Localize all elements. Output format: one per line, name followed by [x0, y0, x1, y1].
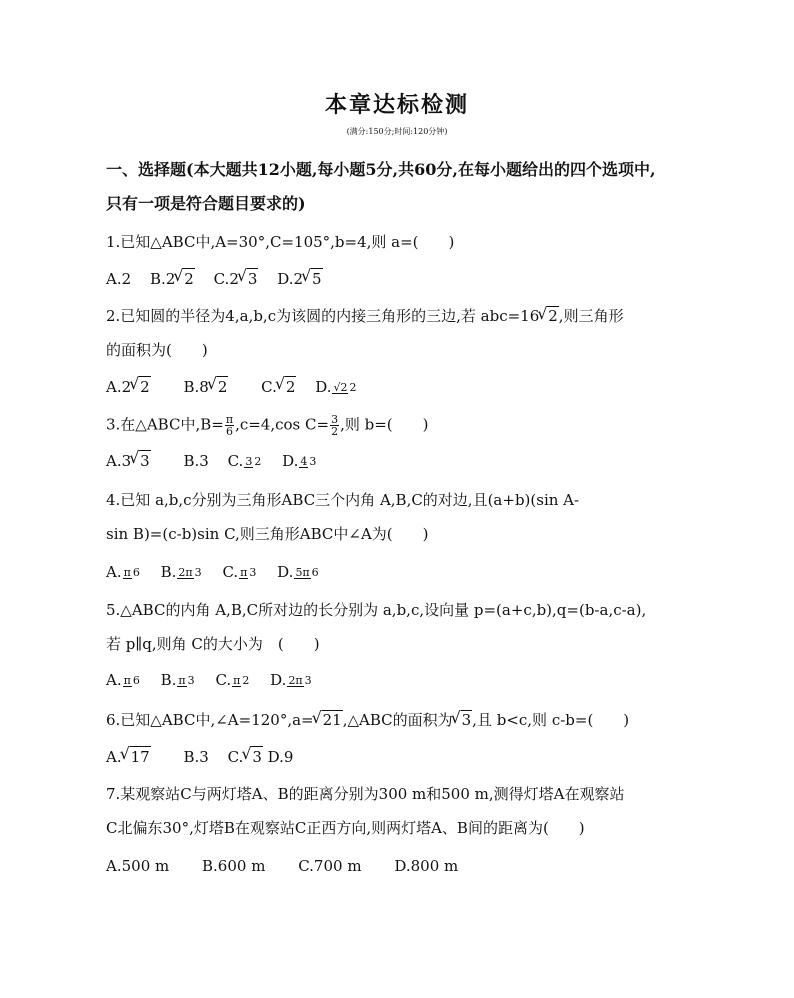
section-heading-line2: 只有一项是符合题目要求的)	[106, 194, 306, 213]
q1-choices	[106, 268, 706, 289]
q2-stem-line1: 2.已知圆的半径为4,a,b,c为该圆的内接三角形的三边,若 abc=16√ 2,则三角形	[106, 306, 706, 326]
q4-option-d: D. 5π 6	[277, 563, 319, 581]
page-title: 本章达标检测	[324, 92, 469, 118]
q6-choices	[106, 746, 706, 767]
q6-option-c: C.√ 3	[228, 746, 263, 767]
q3-option-a: A.3√ 3	[106, 450, 151, 471]
q1-stem: 1.已知△ABC中,A=30°,C=105°,b=4,则 a=( )	[106, 233, 455, 251]
q7-choices	[106, 856, 706, 876]
q4-option-c: C. π 3	[222, 563, 257, 581]
q3-option-c: C. 3 2	[227, 452, 262, 470]
q3-option-d: D. 4 3	[282, 452, 317, 470]
q4-stem-line2: sin B)=(c-b)sin C,则三角形ABC中∠A为( )	[106, 525, 429, 543]
q5-option-a: A. π 6	[106, 671, 140, 689]
q1-option-c: C.2√ 3	[214, 268, 259, 289]
q4-option-b: B. 2π 3	[160, 563, 202, 581]
q7-option-b: B.600 m	[202, 857, 266, 875]
q6-option-d: D.9	[267, 748, 294, 766]
q6-option-b: B.3	[183, 748, 209, 766]
q1-option-d: D.2√ 5	[277, 268, 322, 289]
q2-option-a: A.2√ 2	[106, 376, 151, 397]
q6-option-a: A.√ 17	[106, 746, 151, 767]
q5-choices	[106, 670, 706, 690]
q2-option-d: D. √2 2	[315, 378, 357, 396]
q2-option-b: B.8√ 2	[183, 376, 228, 397]
q4-option-a: A. π 6	[106, 563, 140, 581]
q6-stem: 6.已知△ABC中,∠A=120°,a=√ 21,△ABC的面积为√ 3,且 b<c,则 c-b=( )	[106, 710, 706, 730]
q3-option-b: B.3	[183, 452, 209, 470]
page-subtitle: (满分:150分;时间:120分钟)	[346, 127, 448, 136]
q3-stem: 3.在△ABC中,B= $\frac{\pi}{6}$ ,c=4,cos C= $\frac{3}{2}$ ,则 b=( )	[106, 413, 429, 438]
q7-option-d: D.800 m	[394, 857, 459, 875]
q3-choices	[106, 450, 706, 471]
q5-stem-line2: 若 p∥q,则角 C的大小为 ( )	[106, 635, 320, 653]
q7-option-a: A.500 m	[106, 857, 170, 875]
section-heading-line1: 一、选择题(本大题共12小题,每小题5分,共60分,在每小题给出的四个选项中,	[106, 160, 656, 179]
q5-option-c: C. π 2	[215, 671, 250, 689]
q5-option-b: B. π 3	[160, 671, 195, 689]
q4-choices	[106, 562, 706, 582]
q7-stem-line2: C北偏东30°,灯塔B在观察站C正西方向,则两灯塔A、B间的距离为( )	[106, 819, 585, 837]
q7-stem-line1: 7.某观察站C与两灯塔A、B的距离分别为300 m和500 m,测得灯塔A在观察站	[106, 785, 625, 803]
q5-stem-line1: 5.△ABC的内角 A,B,C所对边的长分别为 a,b,c,设向量 p=(a+c,b),q=(b-a,c-a),	[106, 601, 647, 619]
q2-stem-line2: 的面积为( )	[106, 341, 208, 359]
q4-stem-line1: 4.已知 a,b,c分别为三角形ABC三个内角 A,B,C的对边,且(a+b)(sin A-	[106, 491, 580, 509]
q2-choices	[106, 376, 706, 397]
q1-option-a: A.2	[106, 270, 132, 288]
q7-option-c: C.700 m	[298, 857, 362, 875]
q2-option-c: C.√ 2	[261, 376, 296, 397]
q1-option-b: B.2√ 2	[150, 268, 195, 289]
q5-option-d: D. 2π 3	[270, 671, 312, 689]
